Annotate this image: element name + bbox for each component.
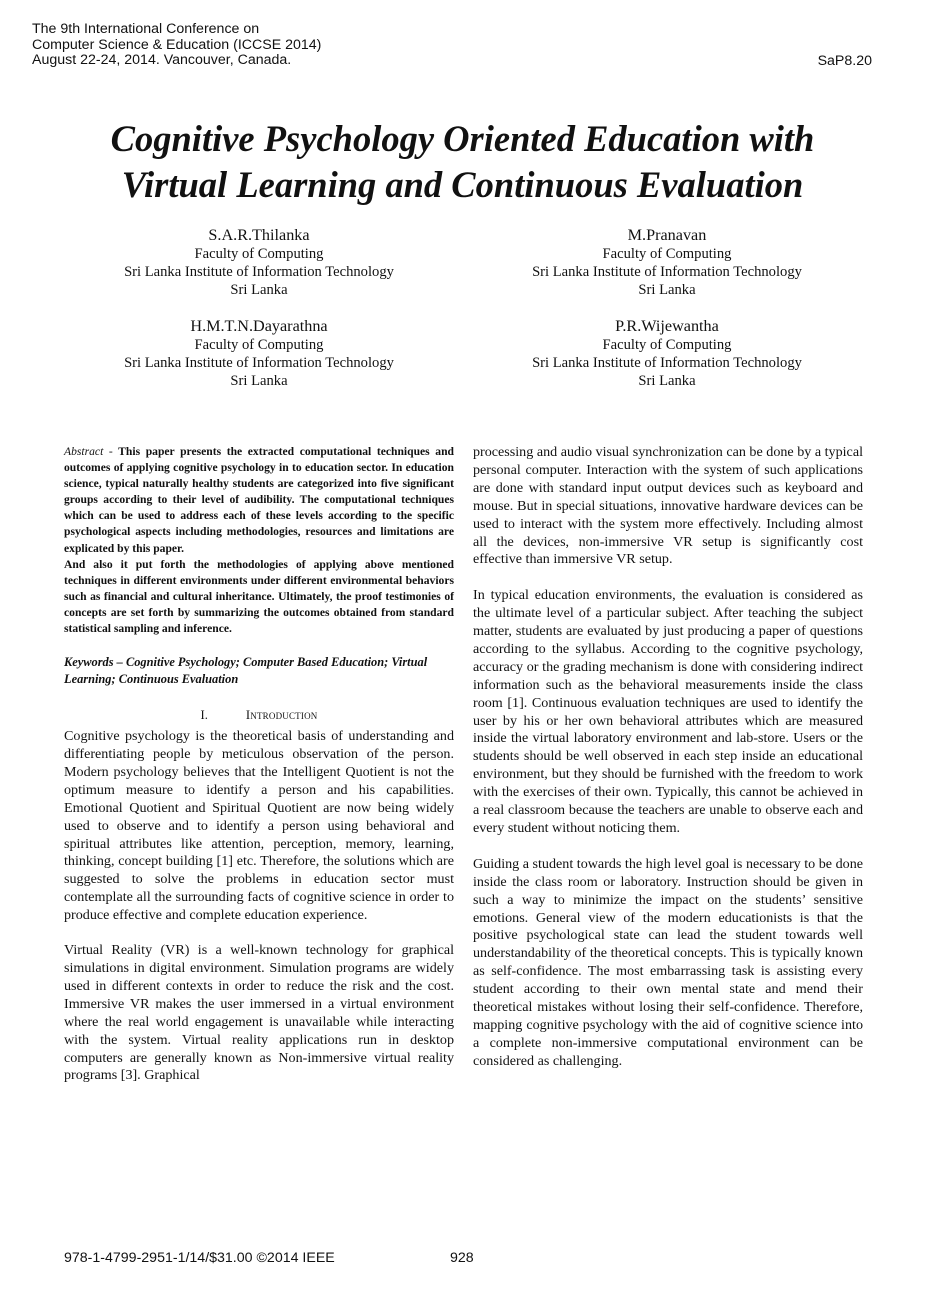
abstract	[64, 444, 454, 557]
conference-date-line: August 22-24, 2014. Vancouver, Canada.	[32, 52, 292, 68]
author-institute: Sri Lanka Institute of Information Technology	[532, 264, 802, 281]
author-faculty: Faculty of Computing	[602, 337, 732, 353]
abstract-label: Abstract -	[64, 445, 113, 458]
section-title: Introduction	[245, 708, 318, 723]
abstract-text-continued: And also it put forth the methodologies of applying above mentioned techniques in different environments under different environmental behaviors such as financial and cultural inheritance. Ultimately, the proof testimonies of concepts are set forth by summarizing the outcomes obtained from standard statistical sampling and inference.	[64, 557, 454, 636]
conference-name-line: Computer Science & Education (ICCSE 2014)	[32, 36, 322, 53]
author-name: M.Pranavan	[627, 226, 707, 244]
footer-copyright: 978-1-4799-2951-1/14/$31.00 ©2014 IEEE	[64, 1250, 335, 1266]
conference-header	[32, 22, 321, 69]
section-number: I.	[200, 708, 208, 723]
title-line: Cognitive Psychology Oriented Education with	[110, 118, 815, 159]
author-name: H.M.T.N.Dayarathna	[190, 317, 328, 335]
left-column	[64, 444, 454, 1102]
body-paragraph: In typical education environments, the evaluation is considered as the ultimate level of a particular subject. After teaching the subject matter, students are evaluated by just producing a paper of questions according to the syllabus. According to the cognitive psychology, accuracy or the grading mechanism is done with considering indirect information such as the behavioral measurements inside the class room [1]. Continuous evaluation techniques are used to identify the user by his or her own behavioral attributes which are measured inside the virtual laboratory environment and lab-store. Users or the students should be well observed in each step inside an educational environment, but they should be furnished with the freedom to work with the exercises of their own. Typically, this cannot be achieved in a real classroom because the teachers are unable to observe each and every student without noticing them.	[473, 587, 863, 837]
author-block	[79, 225, 439, 300]
author-institute: Sri Lanka Institute of Information Technology	[532, 355, 802, 372]
section-heading	[64, 707, 454, 724]
author-block	[79, 316, 439, 391]
author-country: Sri Lanka	[638, 282, 696, 299]
right-column	[473, 444, 863, 1089]
session-code: SaP8.20	[817, 53, 872, 69]
author-name: S.A.R.Thilanka	[208, 226, 310, 244]
page-number: 928	[450, 1250, 474, 1266]
author-country: Sri Lanka	[230, 282, 288, 299]
title-line: Virtual Learning and Continuous Evaluation	[121, 164, 804, 205]
author-faculty: Faculty of Computing	[194, 337, 324, 353]
conference-name-line: The 9th International Conference on	[32, 21, 260, 37]
keywords: Keywords – Cognitive Psychology; Computer Based Education; Virtual Learning; Continuous Evaluation	[64, 655, 428, 686]
author-country: Sri Lanka	[638, 373, 696, 390]
author-name: P.R.Wijewantha	[615, 317, 719, 335]
body-paragraph: Guiding a student towards the high level goal is necessary to be done inside the class room or laboratory. Instruction should be given in such a way to minimize the impact on the students’ sensitive emotions. General view of the modern educationists is that the positive psychological state can lead the student towards well understandability of the theoretical concepts. This is typically known as self-confidence. The most embarrassing task is assisting every student according to their own mental state and mend their theoretical mistakes without losing their self-confidence. Therefore, mapping cognitive psychology with the aid of cognitive science into a complete non-immersive computational environment can be considered as challenging.	[473, 855, 863, 1069]
body-paragraph: Virtual Reality (VR) is a well-known technology for graphical simulations in digital environment. Simulation programs are widely used in different contexts in order to reduce the risk and the cost. Immersive VR makes the user immersed in a virtual environment where the real world engagement is unavailable while interacting with the system. Virtual reality applications run in desktop computers are generally known as Non-immersive virtual reality programs [3]. Graphical	[64, 942, 454, 1084]
author-block	[487, 225, 847, 300]
author-institute: Sri Lanka Institute of Information Technology	[124, 264, 394, 281]
author-faculty: Faculty of Computing	[602, 246, 732, 262]
body-paragraph: Cognitive psychology is the theoretical basis of understanding and differentiating people by meticulous observation of the person. Modern psychology believes that the Intelligent Quotient is not the optimum measure to identify a person and his capabilities. Emotional Quotient and Spiritual Quotient are now being widely used to observe and to identify a person using behavioral and spiritual attributes like attention, perception, memory, learning, thinking, concept building [1] etc. Therefore, the solutions which are suggested to solve the problems in education sector must contemplate all the surrounding facts of cognitive science in order to produce effective and complete education experience.	[64, 728, 454, 924]
author-block	[487, 316, 847, 391]
author-institute: Sri Lanka Institute of Information Technology	[124, 355, 394, 372]
body-paragraph: processing and audio visual synchronization can be done by a typical personal computer. Interaction with the system of such applications are done with standard input output devices such as keyboard and mouse. But in special situations, innovative hardware devices can be used to interact with the system more effectively. Including almost all the devices, non-immersive VR setup is significantly cost effective than immersive VR setup.	[473, 444, 863, 568]
author-faculty: Faculty of Computing	[194, 246, 324, 262]
abstract-text: This paper presents the extracted computational techniques and outcomes of applying cognitive psychology in to education sector. In education science, typical naturally healthy students are categorized into five significant groups according to their level of audibility. The computational techniques which can be used to address each of these levels according to the specific psychological aspects including methodologies, resources and limitations are explicated by this paper.	[64, 445, 454, 555]
author-country: Sri Lanka	[230, 373, 288, 390]
paper-title	[0, 116, 925, 208]
